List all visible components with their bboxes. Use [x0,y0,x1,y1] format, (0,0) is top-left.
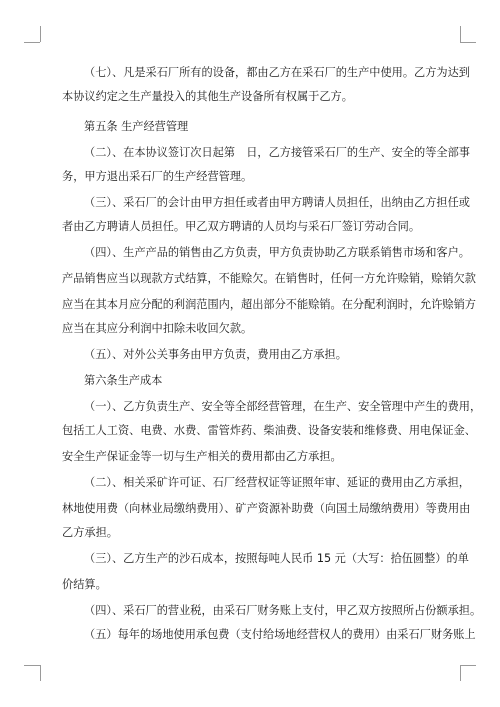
text-line: 包括工人工资、电费、水费、雷管炸药、柴油费、设备安装和维修费、用电保证金、 [62,424,476,437]
text-line: 应当在其应分利润中扣除未收回欠款。 [62,322,253,335]
text-line: （七）、凡是采石厂所有的设备，都由乙方在采石厂的生产中使用。乙方为达到 [84,66,470,79]
text-line: （三）、乙方生产的沙石成本，按照每吨人民币 15 元（大写：拾伍圆整）的单 [84,552,469,565]
text-line: 安全生产保证金等一切与生产相关的费用都由乙方承担。 [62,450,342,463]
text-line: 务，甲方退出采石厂的生产经营管理。 [62,170,253,183]
text-line: 者由乙方聘请人员担任。甲乙双方聘请的人员均与采石厂签订劳动合同。 [62,220,421,233]
text-line: （四）、生产产品的销售由乙方负责，甲方负责协助乙方联系销售市场和客户。 [84,246,470,259]
text-line: （二）、在本协议签订次日起第 日，乙方接管采石厂的生产、安全的等全部事 [84,146,470,159]
text-line: 林地使用费（向林业局缴纳费用）、矿产资源补助费（向国土局缴纳费用）等费用由 [62,502,471,515]
text-line: 应当在其本月应分配的利润范围内，超出部分不能赊销。在分配利润时，允许赊销方 [62,298,476,311]
text-line: （二）、相关采矿许可证、石厂经营权证等证照年审、延证的费用由乙方承担， [84,476,470,489]
text-line: （三）、采石厂的会计由甲方担任或者由甲方聘请人员担任，出纳由乙方担任或 [84,196,470,209]
text-line: （一）、乙方负责生产、安全等全部经营管理，在生产、安全管理中产生的费用， [84,400,482,413]
text-line: 第五条 生产经营管理 [84,120,189,133]
text-line: 产品销售应当以现款方式结算，不能赊欠。在销售时，任何一方允许赊销，赊销欠款 [62,272,476,285]
text-line: （五）每年的场地使用承包费（支付给场地经营权人的费用）由采石厂财务账上 [84,628,476,641]
text-line: （四）、采石厂的营业税，由采石厂财务账上支付，甲乙双方按照所占份额承担。 [84,604,482,617]
text-line: 价结算。 [62,578,107,591]
text-line: 本协议约定之生产量投入的其他生产设备所有权属于乙方。 [62,90,353,103]
text-line: （五）、对外公关事务由甲方负责，费用由乙方承担。 [84,348,347,361]
text-line: 第六条生产成本 [84,374,163,387]
text-line: 乙方承担。 [62,526,118,539]
